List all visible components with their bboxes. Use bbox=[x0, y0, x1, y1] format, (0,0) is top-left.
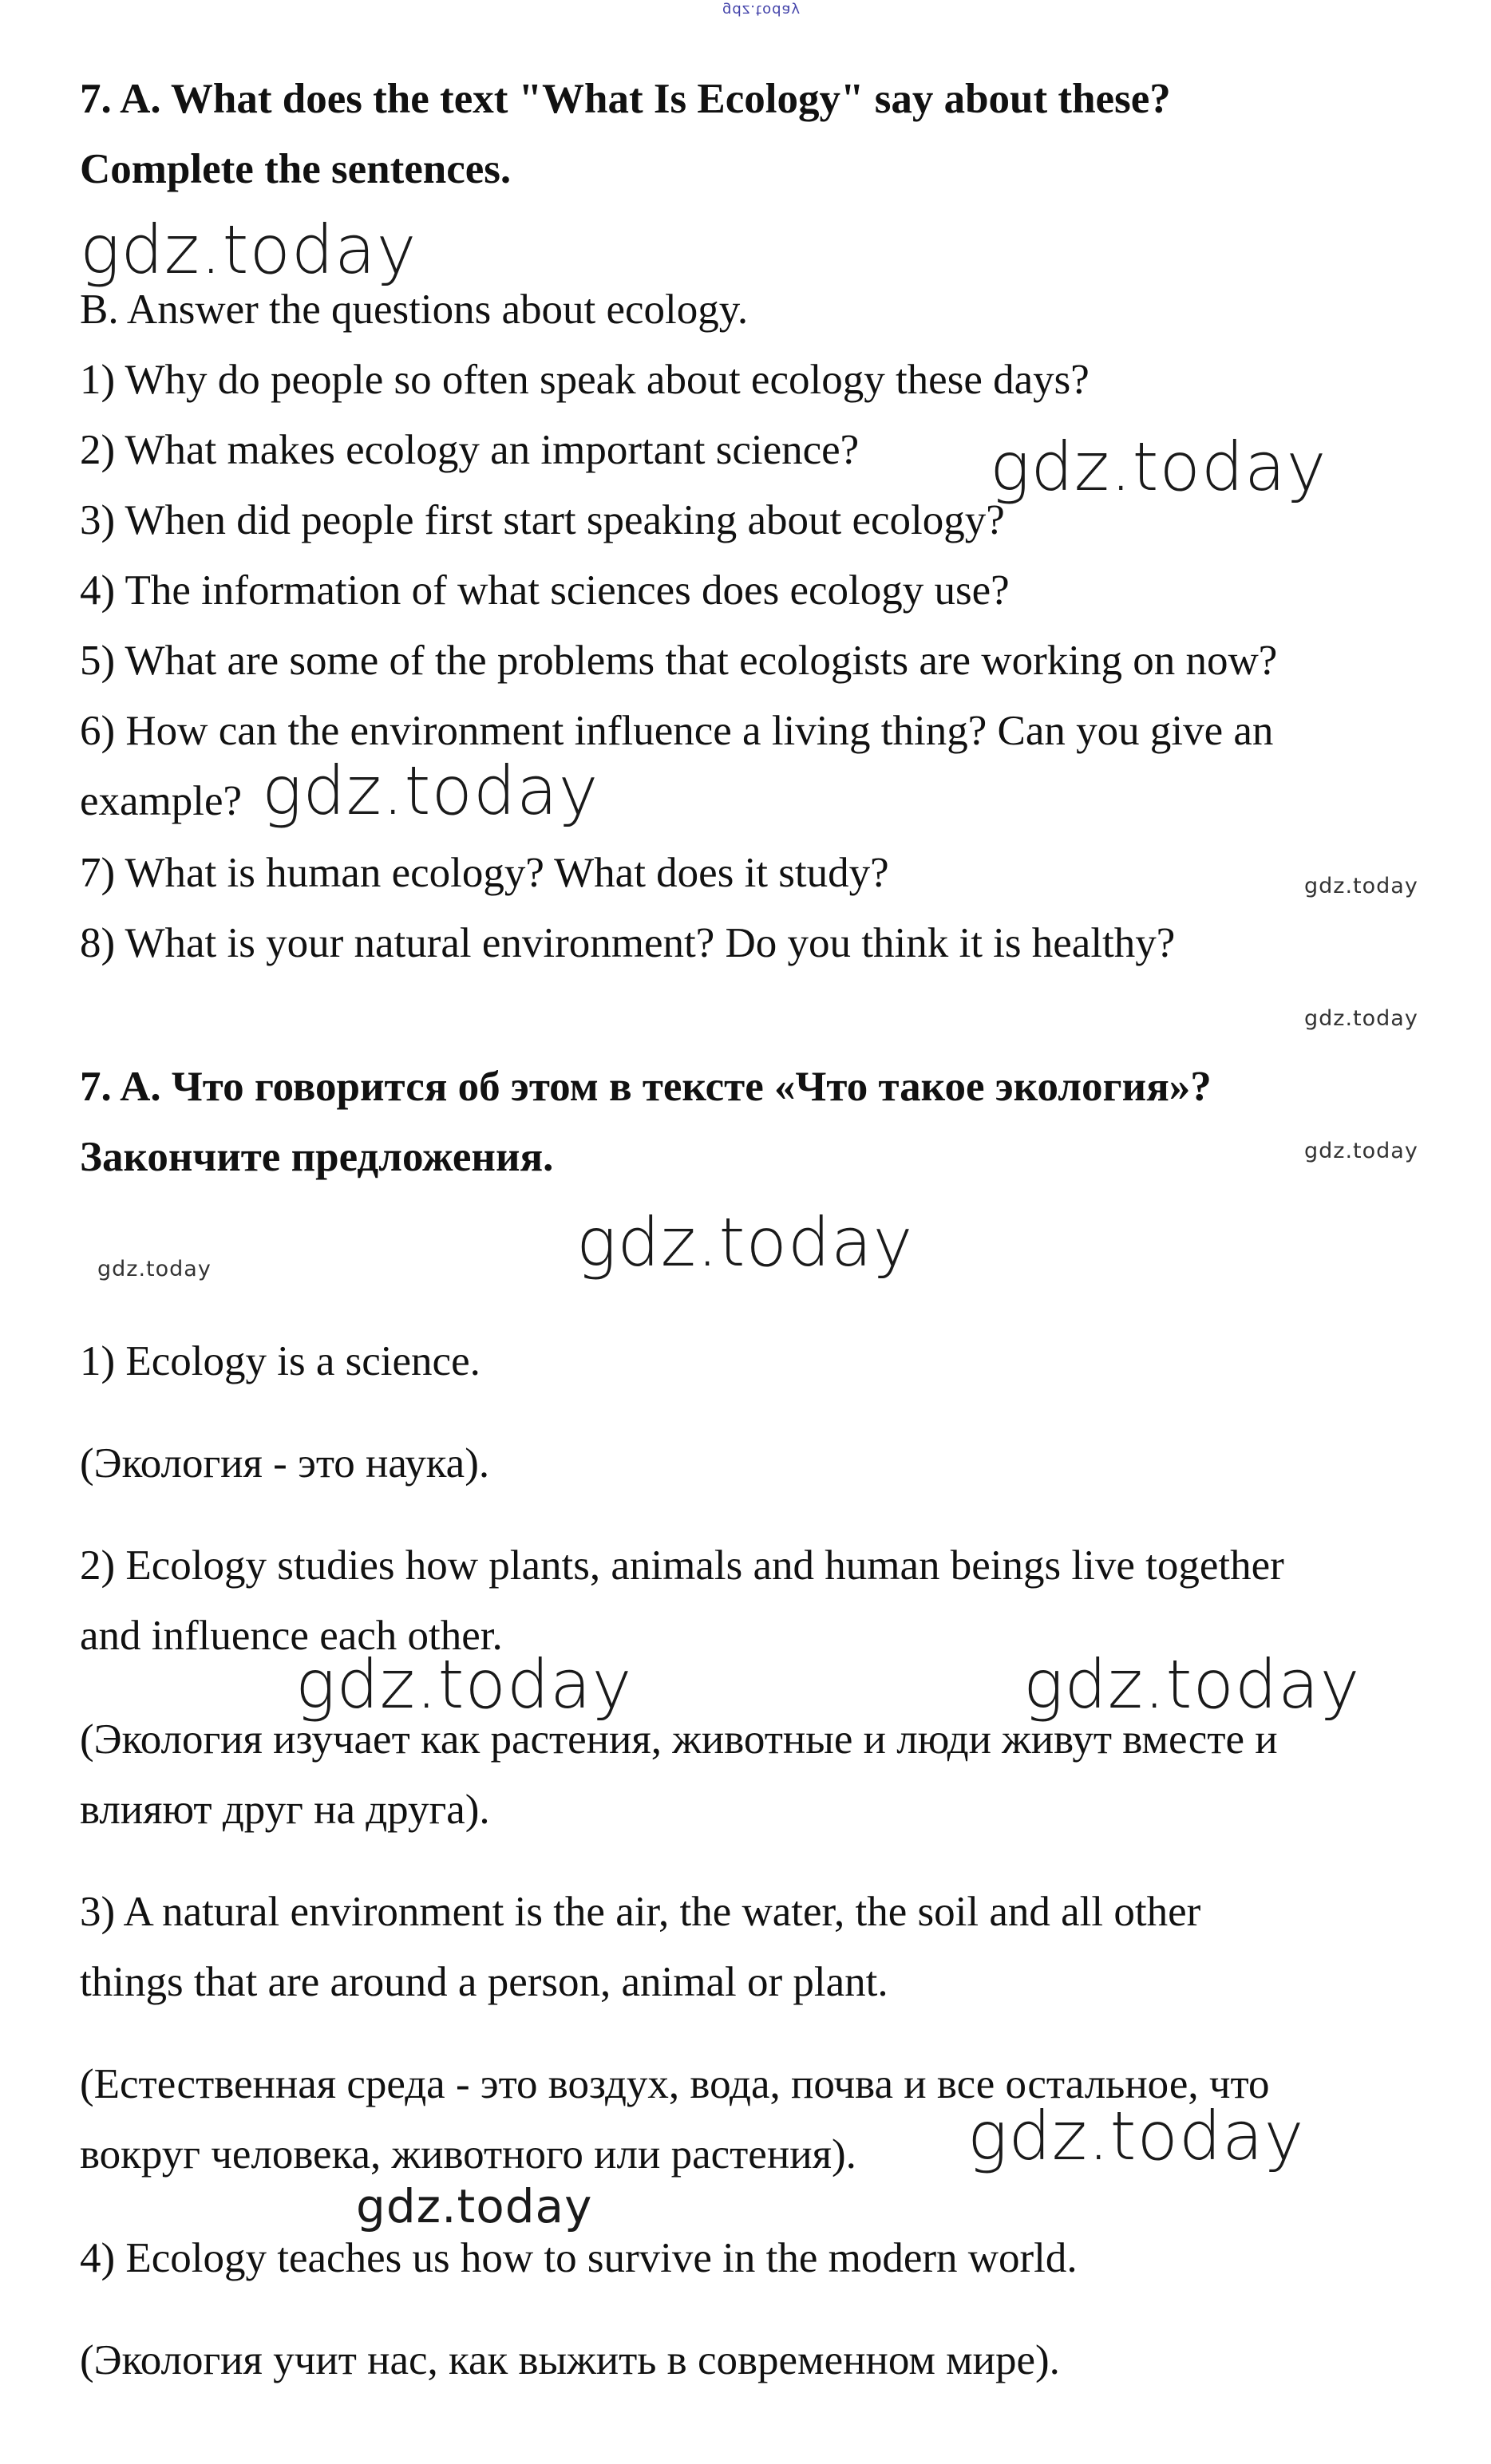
question-3: 3) When did people first start speaking about ecology? bbox=[80, 497, 1005, 543]
question-2: 2) What makes ecology an important science? bbox=[80, 427, 860, 473]
answer-2-en-line2: and influence each other. bbox=[80, 1613, 503, 1659]
answer-4-ru: (Экология учит нас, как выжить в современном мире). bbox=[80, 2337, 1060, 2383]
exercise-heading-ru-line2: Закончите предложения. bbox=[80, 1134, 554, 1180]
question-1: 1) Why do people so often speak about ecology these days? bbox=[80, 357, 1090, 403]
question-8: 8) What is your natural environment? Do you think it is healthy? bbox=[80, 920, 1176, 966]
watermark: gdz.today bbox=[576, 1203, 914, 1281]
watermark: gdz.today bbox=[1023, 1645, 1361, 1724]
watermark: gdz.today bbox=[1304, 874, 1418, 898]
exercise-heading-en-line1: 7. A. What does the text "What Is Ecology" say about these? bbox=[80, 76, 1171, 122]
question-4: 4) The information of what sciences does ecology use? bbox=[80, 567, 1010, 614]
watermark: gdz.today bbox=[295, 1645, 633, 1724]
part-b-instruction: B. Answer the questions about ecology. bbox=[80, 286, 749, 333]
answer-1-ru: (Экология - это наука). bbox=[80, 1440, 490, 1487]
answer-2-ru-line1: (Экология изучает как растения, животные и люди живут вместе и bbox=[80, 1716, 1278, 1763]
answer-3-en-line2: things that are around a person, animal or plant. bbox=[80, 1959, 888, 2005]
watermark: gdz.today bbox=[80, 211, 417, 289]
watermark-top: gdz.today bbox=[722, 2, 801, 18]
exercise-heading-en-line2: Complete the sentences. bbox=[80, 146, 512, 192]
answer-3-ru-line2: вокруг человека, животного или растения). bbox=[80, 2131, 856, 2178]
answer-2-ru-line2: влияют друг на друга). bbox=[80, 1787, 490, 1833]
watermark: gdz.today bbox=[1304, 1006, 1418, 1031]
question-6-continued: example? bbox=[80, 778, 243, 824]
answer-3-en-line1: 3) A natural environment is the air, the water, the soil and all other bbox=[80, 1889, 1201, 1935]
answer-2-en-line1: 2) Ecology studies how plants, animals and human beings live together bbox=[80, 1542, 1284, 1589]
question-5: 5) What are some of the problems that ecologists are working on now? bbox=[80, 638, 1278, 684]
question-7: 7) What is human ecology? What does it study? bbox=[80, 850, 889, 896]
answer-4-en: 4) Ecology teaches us how to survive in the modern world. bbox=[80, 2235, 1078, 2281]
watermark: gdz.today bbox=[356, 2179, 593, 2233]
watermark: gdz.today bbox=[262, 752, 599, 830]
watermark: gdz.today bbox=[967, 2097, 1305, 2175]
watermark: gdz.today bbox=[1304, 1139, 1418, 1163]
watermark: gdz.today bbox=[97, 1257, 212, 1281]
answer-1-en: 1) Ecology is a science. bbox=[80, 1338, 481, 1384]
question-6: 6) How can the environment influence a living thing? Can you give an bbox=[80, 708, 1274, 754]
exercise-heading-ru-line1: 7. A. Что говорится об этом в тексте «Что такое экология»? bbox=[80, 1064, 1212, 1110]
answer-3-ru-line1: (Естественная среда - это воздух, вода, почва и все остальное, что bbox=[80, 2061, 1270, 2107]
watermark: gdz.today bbox=[990, 428, 1327, 506]
